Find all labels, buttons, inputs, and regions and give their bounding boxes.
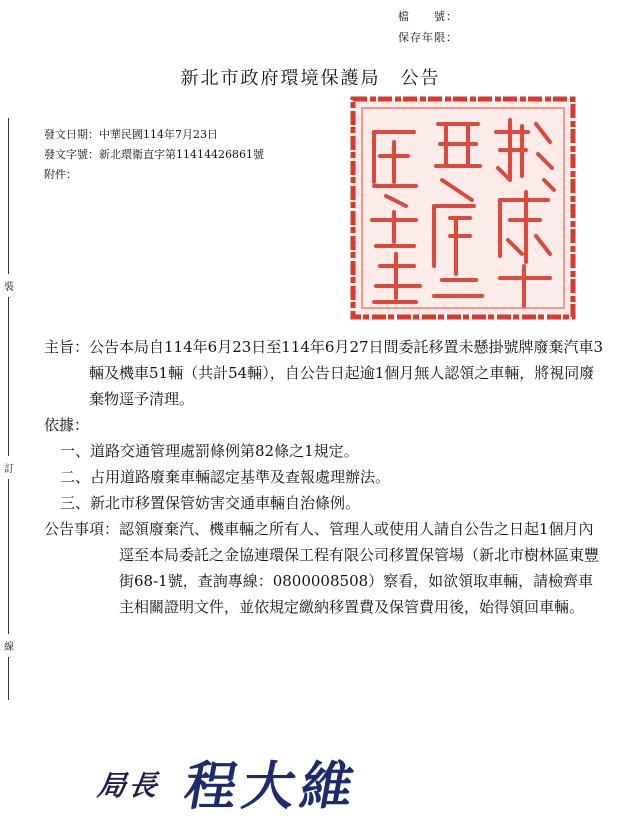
retention-period-label: 保存年限： [398,31,458,44]
attachment-label: 附件： [44,168,77,181]
document-number-value: 新北環衛直字第11414426861號 [99,148,264,161]
attachment-line [44,165,264,185]
issue-date-label: 發文日期： [44,128,99,141]
director-name-signature: 程大維 [179,756,365,817]
basis-item-text: 道路交通管理處罰條例第82條之1規定。 [90,442,359,460]
notice-section [44,516,604,620]
official-seal-stamp [350,96,576,320]
basis-item-number: 一、 [60,442,91,460]
basis-item [44,490,604,516]
announcement-body [44,334,604,620]
subject-section [44,334,604,412]
issue-date-line [44,125,264,145]
file-meta [398,6,458,48]
basis-item-text: 新北市移置保管妨害交通車輛自治條例。 [90,494,361,512]
basis-item-number: 三、 [60,494,91,512]
page-title: 新北市政府環境保護局 公告 [180,68,441,89]
basis-item-text: 占用道路廢棄車輛認定基準及查報處理辦法。 [90,468,391,486]
notice-text: 認領廢棄汽、機車輛之所有人、管理人或使用人請自公告之日起1個月內逕至本局委託之金協連環保工程有限公司移置保管場（新北市樹林區東豐街68-1號，查詢專線：0800008508）察看，如欲領取車輛，請檢齊車主相關證明文件，並依規定繳納移置費及保管費用後，始得領回車輛。 [119,520,600,616]
basis-item [44,464,604,490]
subject-label: 主旨： [44,338,90,356]
director-title-signature: 局長 [95,769,163,802]
binding-mark-zhuang: 裝 [3,274,15,297]
document-number-line [44,145,264,165]
basis-label: 依據： [44,416,90,434]
document-number-label: 發文字號： [44,148,99,161]
binding-line [8,118,9,700]
file-number-label: 檔 號： [398,10,458,23]
document-header [44,125,264,185]
basis-item [44,438,604,464]
basis-item-number: 二、 [60,468,91,486]
binding-mark-xian: 線 [3,634,15,657]
issue-date-value: 中華民國114年7月23日 [99,128,218,141]
notice-label: 公告事項： [44,520,120,538]
binding-mark-ding: 訂 [3,456,15,479]
subject-text: 公告本局自114年6月23日至114年6月27日間委託移置未懸掛號牌廢棄汽車3輛及機車51輛（共計54輛），自公告日起逾1個月無人認領之車輛，將視同廢棄物逕予清理。 [89,338,604,408]
